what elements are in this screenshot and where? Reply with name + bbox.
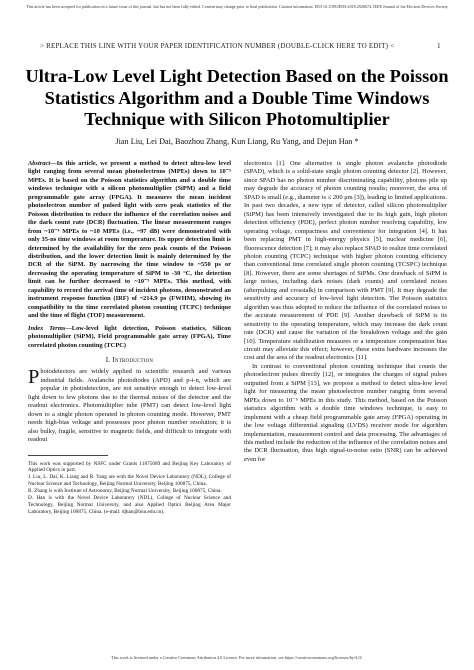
footnote-affiliation-2: B. Zhang is with Institute of Astronomy, Beijing Normal University, Beijing 100875, China. [28,488,222,495]
section-heading-introduction: I. Introduction [105,355,154,364]
right-column [244,160,447,464]
publication-notice: This article has been accepted for publication in a future issue of this journal, but has not been fully edited. Content may change prior to final publication. Citation information: DOI 10.1109/JEDS.2018.2926674, IEEE Journal of the Electron Devices Society [26,4,448,9]
right-paragraph-1: electronics [1]. One alternative is single photon avalanche photodiode (SPAD), which is a solid-state single photon counting detector [2]. However, since SPAD has no photon number discriminating capability, photons pile up may degrade the accuracy of photon counting results; moreover, the area of SPAD is small (e.g., diameter is ≤ 200 μm [3]), leading to limited applications. In past two decades, a new type of detector, called silicon photomultiplier (SiPM) has been intensively investigated due to its high gain, high photon detection efficiency (PDE), perfect photon number resolving capability, low operating voltage, compactness and convenience for integration [4]. It has been replacing PMT in high-energy physics [5], nuclear medicine [6], fluorescence detection [7]; it may also replace SPAD to realize time correlated photon counting (TCPC) technique with higher photon counting efficiency than conventional time correlated single photon counting (TCSPC) technique [8]. However, there are some shortages of SiPMs. One drawback of SiPM is large noises, including dark noises (dark counts) and correlated noises (afterpulsing and crosstalk) in comparison with PMT [9]. It may degrade the sensitivity and accuracy of low-level light detection. The Poisson statistics algorithm was thus adopted to reduce the influence of the correlated noises to the accurate measurement of PDE [9]. Another drawback of SiPM is its sensitivity to the operating temperature, which may increase the dark count rate (DCR) and cause the variation of the breakdown voltage and the gain [10]. Temperature stabilization measures or a temperature compensation bias circuit may alleviate this effect; however, these extra hardware increases the cost and the area of the readout electronics [11]. [244,160,447,362]
footnote-divider [28,455,108,456]
footnote-funding: This work was supported by NSFC under Grants 11875089 and Beijing Key Laboratory of Applied Optics in part. [28,460,231,474]
footnote-affiliation-3: D. Han is with the Novel Device Laboratory (NDL), College of Nuclear Science and Technology, Beijing Normal University, and also Applied Optics Beijing Area Major Laboratory, Beijing 100875, China. (e-mail: djhan@bnu.edu.cn). [28,495,231,515]
abstract [28,160,231,321]
intro-paragraph-text: hotodetectors are widely applied in scientific research and various industrial fields. Avalanche photodiodes (APD) and p-i-n, which are popular in photodetection, are not sensitive enough to detect low-level light down to few photons due to the thermal noises of the detector and the readout electronics. Photomultiplier tube (PMT) can detect low-level light down to a single photon operated in photon counting mode. However, PMT needs high-bias voltage and possesses poor photon number resolution; it is also bulky, fragile, sensitive to magnetic fields, and difficult to integrate with readout [28,368,231,444]
right-paragraph-2: In contrast to conventional photon counting technique that counts the photoelectron pulses directly [12], or integrates the charges of signal pulses outputted from a SiPM [13], we propose a method to detect ultra-low level light for measuring the mean photoelectron number ranging from several MPEs down to 10⁻⁵ MPEs in this study. This method, based on the Poisson statistics algorithm with a double time windows technique, is easy to implement with a cheap field programmable gate array (FPGA) operating in the low voltage differential signaling (LVDS) receiver mode for algorithm implementation, measurement control and data processing. The advantages of this method include the reduction of the influence of the correlation noises and the DCR fluctuation, thus high signal-to-noise ratio (SNR) can be achieved even for [244,362,447,463]
page-number: 1 [437,42,441,50]
abstract-lead: Abstract [28,160,51,167]
license-notice: This work is licensed under a Creative Commons Attribution 4.0 License. For more information, see https://creativecommons.org/licenses/by/4.0/. [111,655,363,660]
index-terms [28,325,231,350]
author-list: Jian Liu, Lei Dai, Baozhou Zhang, Kun Liang, Ru Yang, and Dejun Han * [115,137,359,146]
paper-id-placeholder[interactable]: > REPLACE THIS LINE WITH YOUR PAPER IDENTIFICATION NUMBER (DOUBLE-CLICK HERE TO EDIT) < [40,42,395,50]
abstract-text: —In this article, we present a method to detect ultra-low level light ranging from several mean photoelectrons (MPEs) down to 10⁻⁵ MPEs. It is based on the Poisson statistics algorithm and a double time windows technique with a silicon photomultiplier (SiPM) and a field programmable gate array (FPGA). It measures the mean incident photoelectron number of pulsed light with zero peak statistics of the Poisson distribution to reduce the influence of the correlation noises and the dark count rate (DCR) fluctuation. The linear measurement ranges from ~10⁻⁴ MPEs to ~10 MPEs (i.e., ~97 dB) were demonstrated with only 35-ns time windows at room temperature. Its upper detection limit is determined by the availability for the zero peak counts of the Poisson distribution, and the lower detection limit is mainly determined by the DCR of the SiPM. By narrowing the time window to ~550 ps or decreasing the operating temperature of SiPM to -30 °C, the detection limit can be further decreased to ~10⁻⁵ MPEs. This method, with capability to record the arrival time of incident photons, demonstrated an instrument response function (IRF) of ~214.9 ps (FWHM), showing its compatibility to the time correlated photon counting (TCPC) technique and the time of flight (TOF) measurement. [28,160,231,320]
index-terms-text: —Low-level light detection, Poisson statistics, Silicon photomultiplier (SiPM), Field programmable gate array (FPGA), Time correlated photon counting (TCPC) [28,324,231,349]
left-column [28,160,231,516]
dropcap-letter: P [28,366,40,389]
intro-paragraph [28,368,231,444]
paper-title: Ultra-Low Level Light Detection Based on the Poisson Statistics Algorithm and a Double Time Windows Technique with Silicon Photomultiplier [25,66,449,129]
footnote-affiliation-1: J. Liu, L. Dai, K. Liang and R. Yang are with the Novel Device Laboratory (NDL), College of Nuclear Science and Technology, Beijing Normal University, Beijing 100875, China. [28,474,231,488]
index-terms-lead: Index Terms [28,324,66,332]
